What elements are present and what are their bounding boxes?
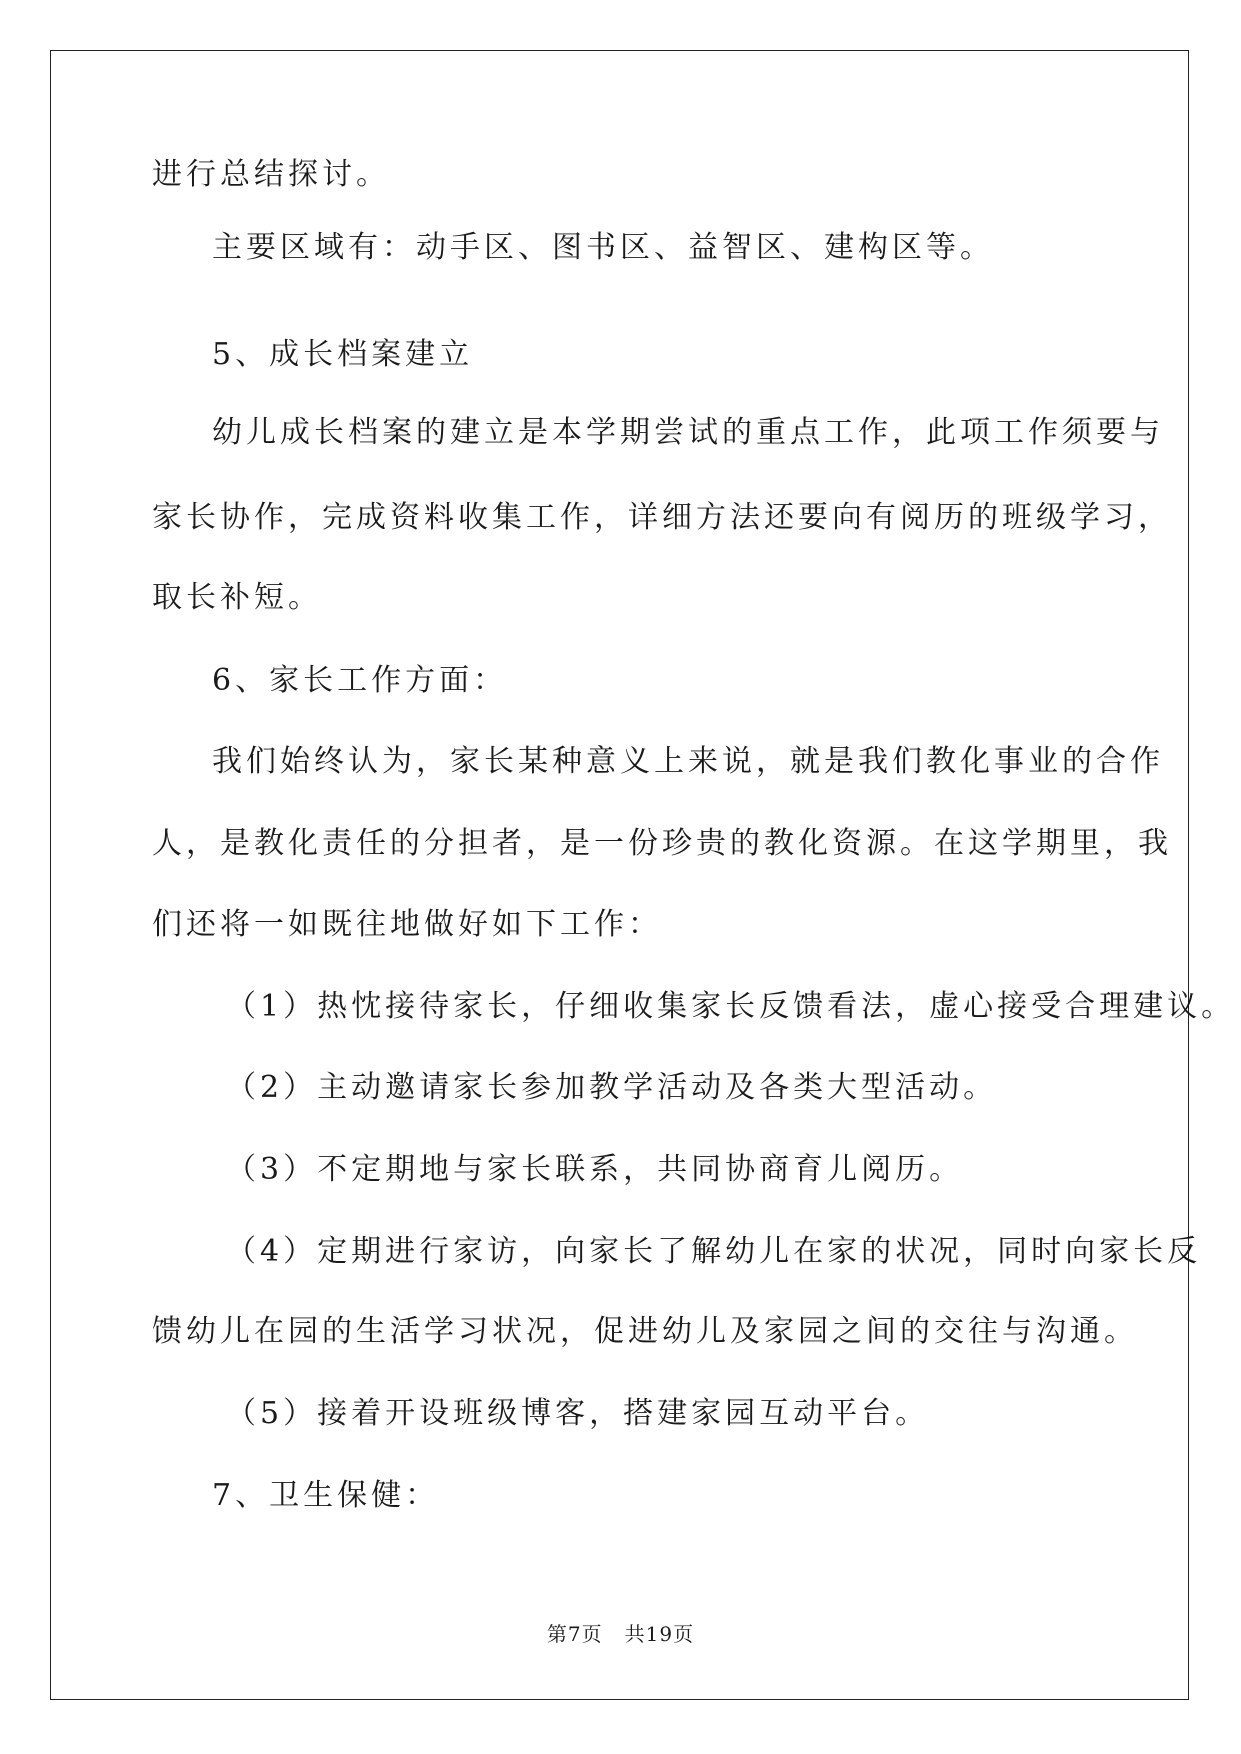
page-number: 第7页: [546, 1622, 603, 1646]
list-item: （4）定期进行家访，向家长了解幼儿在家的状况，同时向家长反: [226, 1234, 1202, 1269]
paragraph-line: 们还将一如既往地做好如下工作：: [152, 907, 662, 942]
paragraph-line: 取长补短。: [152, 580, 322, 615]
section-heading: 6、家长工作方面：: [212, 663, 508, 698]
list-item: （3）不定期地与家长联系，共同协商育儿阅历。: [226, 1152, 964, 1187]
paragraph-line: 主要区域有：动手区、图书区、益智区、建构区等。: [212, 230, 994, 265]
paragraph-line: 家长协作，完成资料收集工作，详细方法还要向有阅历的班级学习，: [152, 500, 1172, 535]
page-total: 共19页: [624, 1622, 695, 1646]
paragraph-line: 进行总结探讨。: [152, 157, 390, 192]
section-heading: 7、卫生保健：: [212, 1478, 440, 1513]
page-footer: [0, 1618, 1241, 1647]
list-item: （5）接着开设班级博客，搭建家园互动平台。: [226, 1396, 930, 1431]
paragraph-line: 我们始终认为，家长某种意义上来说，就是我们教化事业的合作: [212, 744, 1164, 779]
list-item: （1）热忱接待家长，仔细收集家长反馈看法，虚心接受合理建议。: [226, 989, 1236, 1024]
paragraph-line: 幼儿成长档案的建立是本学期尝试的重点工作，此项工作须要与: [212, 415, 1164, 450]
page-border: [50, 50, 1189, 1700]
list-item: （2）主动邀请家长参加教学活动及各类大型活动。: [226, 1070, 998, 1105]
section-heading: 5、成长档案建立: [212, 337, 474, 372]
paragraph-line: 馈幼儿在园的生活学习状况，促进幼儿及家园之间的交往与沟通。: [152, 1314, 1138, 1349]
paragraph-line: 人，是教化责任的分担者，是一份珍贵的教化资源。在这学期里，我: [152, 826, 1172, 861]
